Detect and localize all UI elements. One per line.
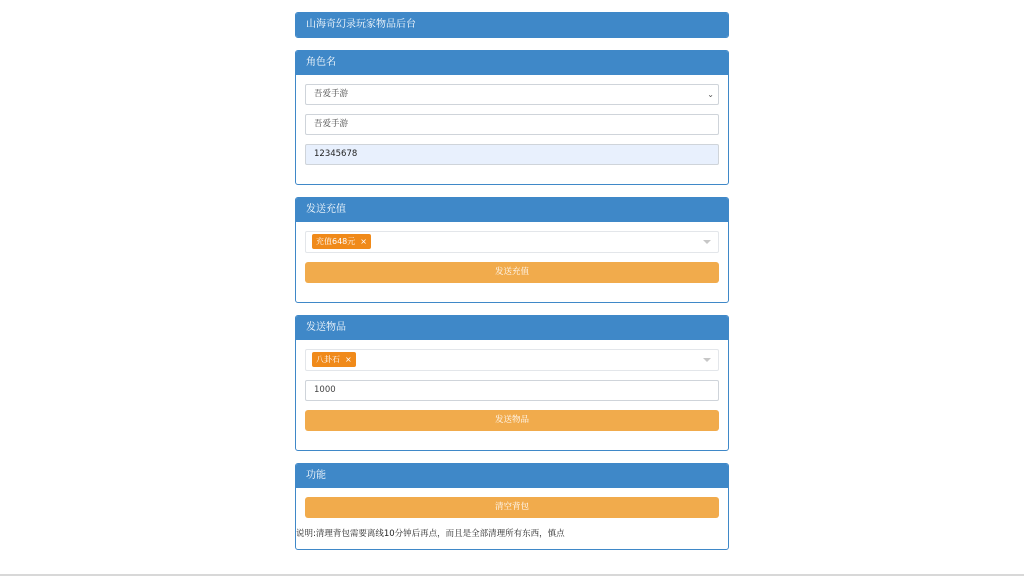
clear-bag-note: 说明:清理背包需要离线10分钟后再点，而且是全部清理所有东西，慎点 [296, 529, 565, 539]
recharge-multiselect[interactable] [305, 231, 719, 253]
server-select[interactable] [305, 84, 719, 105]
item-multiselect[interactable] [305, 349, 719, 371]
send-item-button[interactable]: 发送物品 [305, 410, 719, 431]
chevron-down-icon: ⌄ [707, 90, 714, 99]
quantity-input[interactable] [305, 380, 719, 401]
items-panel-heading: 发送物品 [296, 316, 728, 340]
functions-panel-heading: 功能 [296, 464, 728, 488]
recharge-tag-label: 充值648元 [316, 237, 356, 246]
items-panel [295, 315, 729, 451]
password-value: 12345678 [314, 149, 358, 159]
role-panel-heading: 角色名 [296, 51, 728, 75]
admin-container [295, 12, 729, 562]
clear-bag-button[interactable]: 清空背包 [305, 497, 719, 518]
recharge-panel [295, 197, 729, 303]
caret-down-icon [703, 358, 711, 362]
item-tag-label: 八卦石 [316, 355, 340, 364]
role-name-input[interactable] [305, 114, 719, 135]
close-icon[interactable]: × [360, 237, 367, 246]
quantity-value: 1000 [314, 385, 336, 395]
close-icon[interactable]: × [345, 355, 352, 364]
recharge-tag [312, 234, 371, 249]
item-tag [312, 352, 356, 367]
role-name-value: 吾爱手游 [314, 119, 349, 129]
page-title: 山海奇幻录玩家物品后台 [296, 13, 728, 37]
title-panel [295, 12, 729, 38]
functions-panel [295, 463, 729, 550]
caret-down-icon [703, 240, 711, 244]
send-recharge-button[interactable]: 发送充值 [305, 262, 719, 283]
role-panel [295, 50, 729, 185]
password-input[interactable] [305, 144, 719, 165]
server-select-value: 吾爱手游 [314, 89, 349, 99]
recharge-panel-heading: 发送充值 [296, 198, 728, 222]
